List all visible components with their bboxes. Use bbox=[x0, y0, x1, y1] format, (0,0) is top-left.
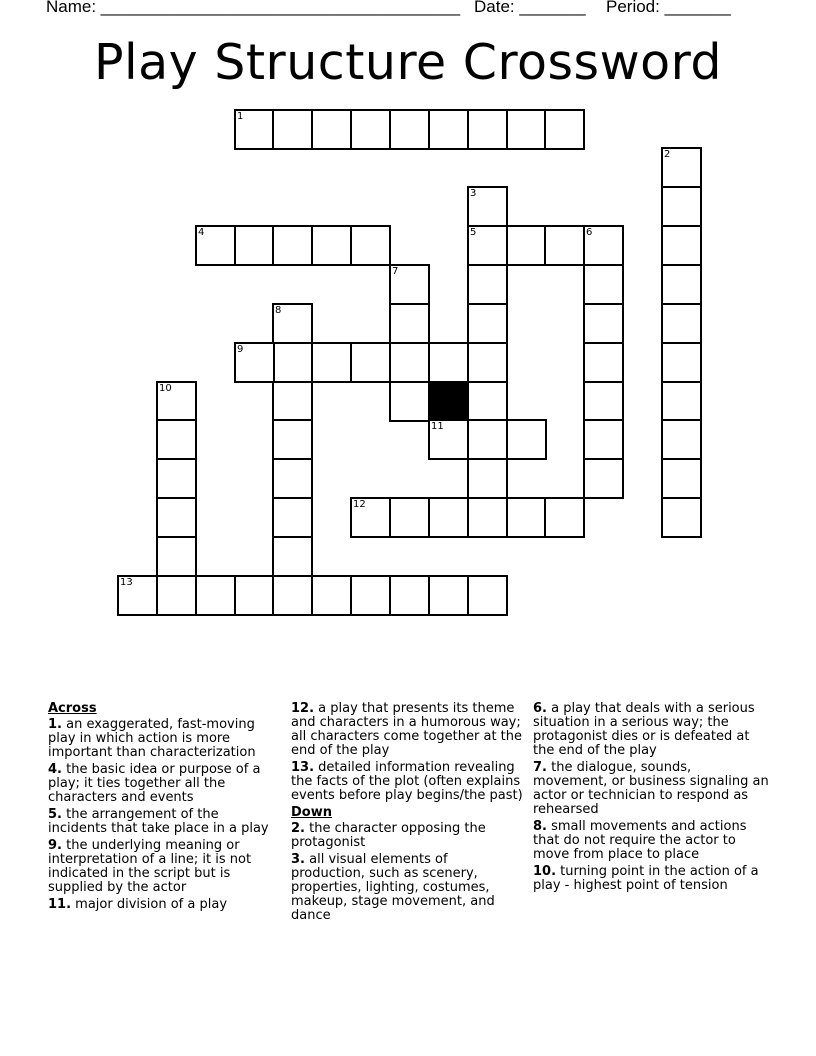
clue-item bbox=[48, 763, 276, 805]
crossword-cell[interactable] bbox=[661, 342, 702, 383]
crossword-cell[interactable] bbox=[156, 497, 197, 538]
crossword-cell[interactable] bbox=[272, 419, 313, 460]
crossword-cell[interactable] bbox=[272, 303, 313, 344]
crossword-cell[interactable] bbox=[234, 109, 275, 150]
clue-number-label: 9. bbox=[48, 838, 62, 853]
clue-number-label: 3. bbox=[291, 852, 305, 867]
crossword-cell[interactable] bbox=[467, 575, 508, 616]
page-title: Play Structure Crossword bbox=[93, 34, 723, 91]
clue-number-label: 6. bbox=[533, 701, 547, 716]
crossword-cell[interactable] bbox=[389, 381, 430, 422]
clue-number-label: 13. bbox=[291, 760, 315, 775]
crossword-cell[interactable] bbox=[234, 575, 275, 616]
clue-text: turning point in the action of a play - highest point of tension bbox=[533, 864, 759, 893]
crossword-cell[interactable] bbox=[234, 342, 275, 383]
clue-text: detailed information revealing the facts of the plot (often explains events before play begins/the past) bbox=[291, 760, 523, 803]
crossword-cell[interactable] bbox=[583, 303, 624, 344]
clue-number: 5 bbox=[470, 227, 477, 238]
crossword-cell[interactable] bbox=[195, 225, 236, 266]
crossword-cell[interactable] bbox=[156, 536, 197, 577]
crossword-cell[interactable] bbox=[467, 264, 508, 305]
crossword-cell[interactable] bbox=[389, 264, 430, 305]
crossword-cell[interactable] bbox=[389, 303, 430, 344]
clue-number: 3 bbox=[470, 188, 477, 199]
clue-item bbox=[533, 865, 769, 893]
crossword-cell[interactable] bbox=[583, 342, 624, 383]
clue-item bbox=[48, 808, 276, 836]
clues-column-3 bbox=[533, 702, 769, 896]
crossword-cell[interactable] bbox=[195, 575, 236, 616]
crossword-cell[interactable] bbox=[350, 109, 391, 150]
crossword-cell[interactable] bbox=[389, 575, 430, 616]
clue-number-label: 11. bbox=[48, 897, 72, 912]
crossword-cell[interactable] bbox=[661, 419, 702, 460]
across-heading: Across bbox=[48, 701, 97, 716]
clue-number: 9 bbox=[237, 344, 244, 355]
crossword-cell[interactable] bbox=[272, 225, 313, 266]
crossword-cell[interactable] bbox=[467, 381, 508, 422]
crossword-cell[interactable] bbox=[350, 575, 391, 616]
clue-text: the arrangement of the incidents that take place in a play bbox=[48, 807, 269, 836]
crossword-cell[interactable] bbox=[583, 264, 624, 305]
crossword-cell[interactable] bbox=[428, 419, 469, 460]
clues-column-2 bbox=[291, 702, 523, 926]
crossword-cell[interactable] bbox=[661, 186, 702, 227]
crossword-cell[interactable] bbox=[234, 225, 275, 266]
period-field[interactable]: Period: _______ bbox=[606, 0, 731, 16]
crossword-cell[interactable] bbox=[544, 225, 585, 266]
clue-text: the dialogue, sounds, movement, or business signaling an actor or technician to respond as rehearsed bbox=[533, 760, 769, 817]
crossword-cell[interactable] bbox=[661, 147, 702, 188]
crossword-cell[interactable] bbox=[506, 109, 547, 150]
crossword-cell[interactable] bbox=[156, 458, 197, 499]
crossword-cell[interactable] bbox=[506, 419, 547, 460]
crossword-cell[interactable] bbox=[272, 536, 313, 577]
clue-text: the character opposing the protagonist bbox=[291, 821, 486, 850]
clue-number-label: 8. bbox=[533, 819, 547, 834]
crossword-cell[interactable] bbox=[467, 419, 508, 460]
clue-number: 1 bbox=[237, 111, 244, 122]
crossword-cell[interactable] bbox=[272, 458, 313, 499]
crossword-cell[interactable] bbox=[272, 381, 313, 422]
crossword-cell[interactable] bbox=[311, 109, 352, 150]
crossword-cell[interactable] bbox=[467, 497, 508, 538]
crossword-cell[interactable] bbox=[156, 575, 197, 616]
crossword-cell[interactable] bbox=[272, 342, 313, 383]
name-field[interactable]: Name: ______________________________________ bbox=[46, 0, 461, 16]
clue-number-label: 1. bbox=[48, 717, 62, 732]
crossword-cell[interactable] bbox=[583, 381, 624, 422]
crossword-cell[interactable] bbox=[583, 225, 624, 266]
crossword-cell[interactable] bbox=[467, 109, 508, 150]
clue-text: major division of a play bbox=[75, 897, 228, 912]
crossword-cell[interactable] bbox=[272, 497, 313, 538]
crossword-cell[interactable] bbox=[661, 303, 702, 344]
clue-number: 10 bbox=[159, 383, 172, 394]
crossword-cell[interactable] bbox=[428, 109, 469, 150]
clue-text: an exaggerated, fast-moving play in which action is more important than characterization bbox=[48, 717, 256, 760]
crossword-cell[interactable] bbox=[467, 186, 508, 227]
crossword-cell[interactable] bbox=[467, 458, 508, 499]
crossword-cell[interactable] bbox=[272, 575, 313, 616]
clue-item bbox=[533, 702, 769, 758]
crossword-cell[interactable] bbox=[544, 497, 585, 538]
crossword-cell[interactable] bbox=[428, 497, 469, 538]
clue-item bbox=[291, 702, 523, 758]
crossword-cell[interactable] bbox=[350, 342, 391, 383]
crossword-cell[interactable] bbox=[350, 497, 391, 538]
crossword-cell[interactable] bbox=[467, 342, 508, 383]
clue-number: 6 bbox=[586, 227, 593, 238]
crossword-cell[interactable] bbox=[311, 575, 352, 616]
clue-item bbox=[533, 761, 769, 817]
clue-number: 11 bbox=[431, 421, 444, 432]
clue-number: 12 bbox=[353, 499, 366, 510]
clue-number-label: 4. bbox=[48, 762, 62, 777]
crossword-cell[interactable] bbox=[583, 419, 624, 460]
crossword-cell[interactable] bbox=[389, 109, 430, 150]
crossword-cell[interactable] bbox=[350, 225, 391, 266]
clue-number: 13 bbox=[120, 577, 133, 588]
black-cell bbox=[428, 381, 469, 422]
crossword-cell[interactable] bbox=[506, 497, 547, 538]
crossword-cell[interactable] bbox=[156, 419, 197, 460]
clue-item bbox=[48, 718, 276, 760]
clue-number-label: 2. bbox=[291, 821, 305, 836]
clues-column-1 bbox=[48, 702, 276, 915]
clue-item bbox=[291, 853, 523, 923]
crossword-cell[interactable] bbox=[661, 458, 702, 499]
clue-item bbox=[291, 822, 523, 850]
clue-item bbox=[291, 761, 523, 803]
crossword-cell[interactable] bbox=[661, 225, 702, 266]
crossword-cell[interactable] bbox=[311, 342, 352, 383]
crossword-cell[interactable] bbox=[506, 225, 547, 266]
clue-number: 8 bbox=[275, 305, 282, 316]
crossword-cell[interactable] bbox=[428, 575, 469, 616]
clue-text: all visual elements of production, such as scenery, properties, lighting, costumes, makeup, stage movement, and dance bbox=[291, 852, 495, 923]
clue-item bbox=[48, 839, 276, 895]
clue-number: 4 bbox=[198, 227, 205, 238]
clue-text: a play that presents its theme and characters in a humorous way; all characters come together at the end of the play bbox=[291, 701, 523, 758]
clue-number-label: 12. bbox=[291, 701, 315, 716]
clue-number-label: 5. bbox=[48, 807, 62, 822]
crossword-cell[interactable] bbox=[156, 381, 197, 422]
clue-text: a play that deals with a serious situation in a serious way; the protagonist dies or is defeated at the end of the play bbox=[533, 701, 755, 758]
clue-number-label: 10. bbox=[533, 864, 557, 879]
down-heading: Down bbox=[291, 805, 332, 820]
crossword-cell[interactable] bbox=[311, 225, 352, 266]
crossword-cell[interactable] bbox=[117, 575, 158, 616]
crossword-cell[interactable] bbox=[272, 109, 313, 150]
date-field[interactable]: Date: _______ bbox=[474, 0, 586, 16]
clue-number: 7 bbox=[392, 266, 399, 277]
crossword-cell[interactable] bbox=[467, 225, 508, 266]
crossword-cell[interactable] bbox=[389, 497, 430, 538]
clue-number-label: 7. bbox=[533, 760, 547, 775]
clue-item bbox=[48, 898, 276, 912]
clue-text: the underlying meaning or interpretation of a line; it is not indicated in the script but is supplied by the actor bbox=[48, 838, 252, 895]
clue-text: the basic idea or purpose of a play; it ties together all the characters and events bbox=[48, 762, 261, 805]
clue-number: 2 bbox=[664, 149, 671, 160]
crossword-cell[interactable] bbox=[544, 109, 585, 150]
crossword-cell[interactable] bbox=[583, 458, 624, 499]
crossword-cell[interactable] bbox=[661, 264, 702, 305]
crossword-cell[interactable] bbox=[428, 342, 469, 383]
clue-item bbox=[533, 820, 769, 862]
clue-text: small movements and actions that do not require the actor to move from place to place bbox=[533, 819, 747, 862]
crossword-cell[interactable] bbox=[389, 342, 430, 383]
crossword-cell[interactable] bbox=[661, 381, 702, 422]
crossword-cell[interactable] bbox=[661, 497, 702, 538]
crossword-cell[interactable] bbox=[467, 303, 508, 344]
